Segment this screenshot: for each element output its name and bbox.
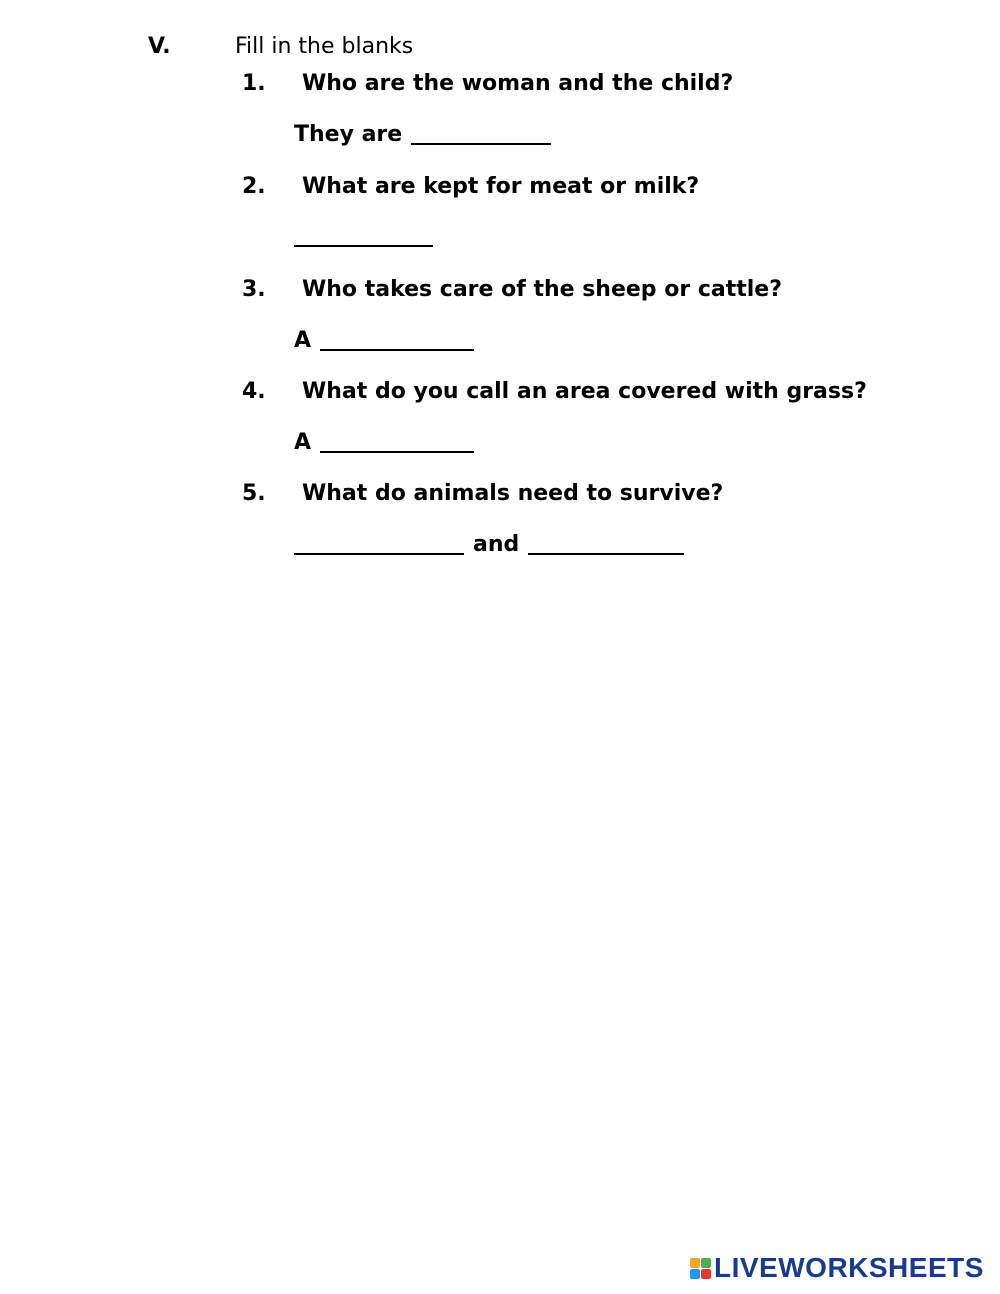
question-number: 4. bbox=[242, 379, 266, 404]
answer-blank[interactable] bbox=[320, 329, 474, 351]
answer-line bbox=[294, 122, 551, 147]
answer-prefix: A bbox=[294, 430, 312, 455]
liveworksheets-logo-icon bbox=[690, 1258, 711, 1279]
question-number: 2. bbox=[242, 174, 266, 199]
question-text: Who takes care of the sheep or cattle? bbox=[302, 277, 782, 302]
question-text: What do animals need to survive? bbox=[302, 481, 724, 506]
question-text: What do you call an area covered with grass? bbox=[302, 379, 867, 404]
logo-text: LIVEWORKSHEETS bbox=[714, 1252, 984, 1283]
answer-blank[interactable] bbox=[294, 225, 433, 247]
answer-prefix: They are bbox=[294, 122, 403, 147]
answer-blank[interactable] bbox=[294, 533, 464, 555]
answer-blank[interactable] bbox=[320, 431, 474, 453]
answer-line bbox=[294, 328, 474, 353]
answer-prefix: A bbox=[294, 328, 312, 353]
answer-line bbox=[294, 532, 684, 557]
answer-line bbox=[294, 430, 474, 455]
question-number: 5. bbox=[242, 481, 266, 506]
section-number: V. bbox=[148, 34, 171, 59]
question-number: 1. bbox=[242, 71, 266, 96]
question-text: What are kept for meat or milk? bbox=[302, 174, 700, 199]
answer-blank[interactable] bbox=[528, 533, 684, 555]
section-title: Fill in the blanks bbox=[235, 34, 414, 59]
question-text: Who are the woman and the child? bbox=[302, 71, 734, 96]
question-number: 3. bbox=[242, 277, 266, 302]
answer-line bbox=[294, 225, 433, 249]
answer-blank[interactable] bbox=[411, 123, 551, 145]
liveworksheets-logo bbox=[690, 1252, 984, 1284]
answer-connector: and bbox=[473, 532, 520, 557]
